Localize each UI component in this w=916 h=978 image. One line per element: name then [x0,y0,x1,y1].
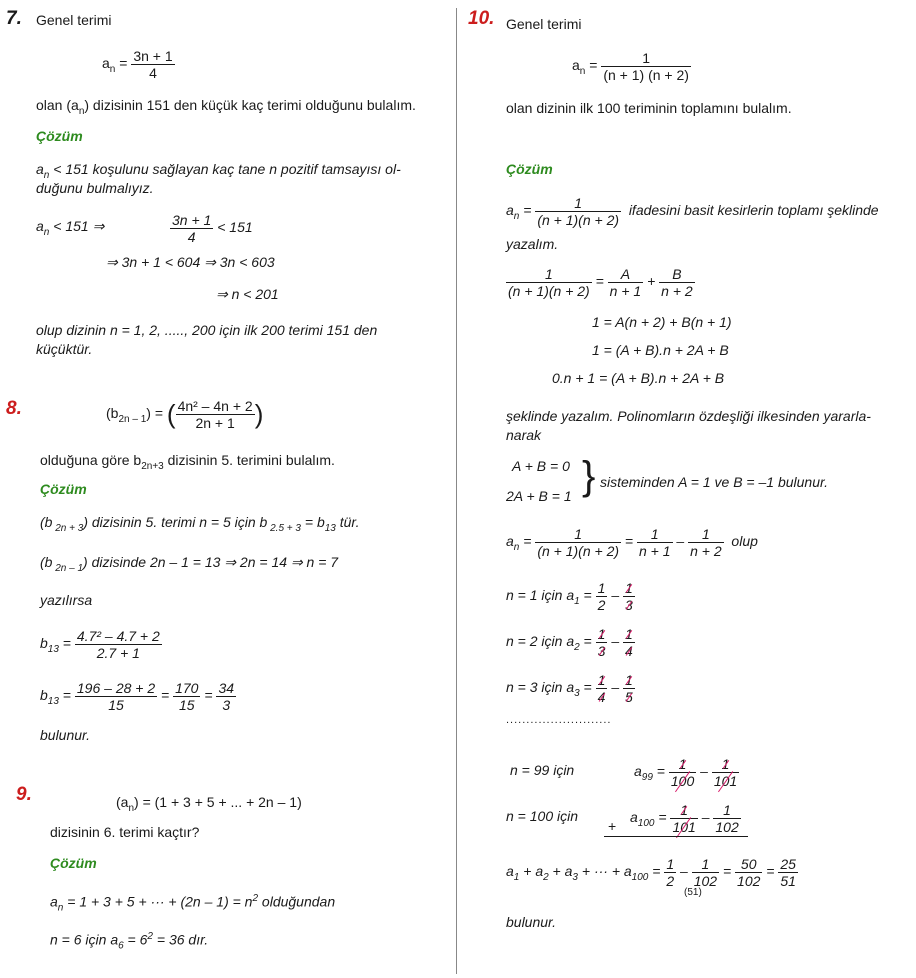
p10-eq1: 1 = A(n + 2) + B(n + 1) [592,314,732,330]
p10-n2: n = 2 için $a_2$ = $\frac{1}{3}$ – $\frac{1}{4}$ [506,626,633,659]
p10-a100: $a_{100}$ = $\frac{1}{101}$ – $\frac{1}{102}$ [630,802,739,835]
p10-sum: $a_1 + a_2 + a_3$ + ··· + $a_{100}$ = $\frac{1}{2}$ – $\frac{1}{102}$ = $\frac{50}{102}$ = $\frac{25}{51}$ [506,856,796,889]
p10-sum-line [604,836,748,837]
p10-n99-label: n = 99 için [510,762,575,778]
p7-concl2: küçüktür. [36,341,93,357]
p10-an-decomp: $a_n$ = $\frac{1}{(n + 1)(n + 2)}$ = $\frac{1}{n + 1}$ – $\frac{1}{n + 2}$ olup [506,526,758,559]
p10-ozd1: şeklinde yazalım. Polinomların özdeşliği ilkesinden yararla- [506,408,871,424]
p7-step2: ⇒ 3n + 1 < 604 ⇒ 3n < 603 [106,254,275,270]
p10-dots: .......................... [506,714,612,726]
p7-step3: ⇒ n < 201 [216,286,279,302]
p10-half-note: (51) [684,887,702,898]
p10-a99: $a_{99}$ = $\frac{1}{100}$ – $\frac{1}{101}$ [634,756,738,789]
problem-7-number: 7. [6,8,22,29]
p10-formula: $a_n$ = $\frac{1}{(n + 1) (n + 2)}$ [572,50,689,83]
brace-icon: } [582,454,596,498]
p10-sys1: A + B = 0 [512,458,570,474]
p10-eq3: 0.n + 1 = (A + B).n + 2A + B [552,370,725,386]
p7-formula: $a_n$ = $\frac{3n + 1}{4}$ [102,48,173,81]
p10-n1: n = 1 için $a_1$ = $\frac{1}{2}$ – $\frac{1}{3}$ [506,580,633,613]
p10-sys2: 2A + B = 1 [506,488,572,504]
p7-concl1: olup dizinin n = 1, 2, ....., 200 için ilk 200 terimi 151 den [36,322,378,338]
p9-question: dizisinin 6. terimi kaçtır? [50,824,200,840]
p8-question: olduğuna göre $b_{2n+3}$ dizisinin 5. terimini bulalım. [40,452,335,472]
problem-10-number: 10. [468,8,495,29]
p8-bulunur: bulunur. [40,727,91,743]
p8-yazilirsa: yazılırsa [40,592,93,608]
column-divider [456,8,457,974]
p10-l1b: yazalım. [506,236,559,252]
p7-sol-line1: $a_n < 151$ koşulunu sağlayan kaç tane n pozitif tamsayısı ol- [36,161,401,181]
p9-line2: n = 6 için $a_6 = 6^2 = 36$ dır. [50,931,209,952]
p7-question: olan $(a_n)$ dizisinin 151 den küçük kaç terimi olduğunu bulalım. [36,97,416,117]
p10-question: olan dizinin ilk 100 teriminin toplamını bulalım. [506,100,792,116]
problem-8-number: 8. [6,398,22,419]
p10-sys-text: sisteminden A = 1 ve B = –1 bulunur. [600,474,829,490]
p8-line1: (b $_{2n + 3}$) dizisinin 5. terimi n = 5 için b $_{2.5 + 3} = b_{13}$ tür. [40,514,360,534]
p10-cozum: Çözüm [506,161,553,177]
p10-partial-fractions: $\frac{1}{(n + 1)(n + 2)}$ = $\frac{A}{n + 1}$ + $\frac{B}{n + 2}$ [508,266,693,299]
p10-l1: $a_n$ = $\frac{1}{(n + 1)(n + 2)}$ ifadesini basit kesirlerin toplamı şeklinde [506,195,879,228]
p7-step1-frac: $\frac{3n + 1}{4}$ < 151 [172,212,253,245]
p7-step1: $a_n < 151$ ⇒ [36,218,105,238]
p7-cozum: Çözüm [36,128,83,144]
p10-plus: + [608,818,617,834]
p9-line1: $a_n = 1 + 3 + 5$ + ··· + $(2n - 1) = n^2$ olduğundan [50,893,336,914]
problem-9-number: 9. [16,784,32,805]
p9-cozum: Çözüm [50,855,97,871]
p8-cozum: Çözüm [40,481,87,497]
p7-intro: Genel terimi [36,12,112,28]
p9-formula: $(a_n) = (1 + 3 + 5$ + ... + 2n – 1) [116,794,302,814]
p10-bulunur: bulunur. [506,914,557,930]
p10-ozd2: narak [506,427,542,443]
p8-b13-a: $b_{13}$ = $\frac{\text{4.7² – 4.7 + 2}}{2.7 + 1}$ [40,628,160,661]
p10-n3: n = 3 için $a_3$ = $\frac{1}{4}$ – $\frac{1}{5}$ [506,672,633,705]
p10-n100-label: n = 100 için [506,808,578,824]
p8-line2: (b $_{2n - 1}$) dizisinde 2n – 1 = 13 ⇒ 2n = 14 ⇒ n = 7 [40,554,339,574]
p10-eq2: 1 = (A + B).n + 2A + B [592,342,729,358]
p10-intro: Genel terimi [506,16,582,32]
p8-b13-b: $b_{13}$ = $\frac{196 - 28 + 2}{15}$ = $\frac{170}{15}$ = $\frac{34}{3}$ [40,680,235,713]
p7-sol-line2: duğunu bulmalıyız. [36,180,154,196]
p8-formula: $(b_{2n - 1})$ = ( $\frac{\text{4n² – 4n + 2}}{2n + 1}$ ) [106,398,264,431]
